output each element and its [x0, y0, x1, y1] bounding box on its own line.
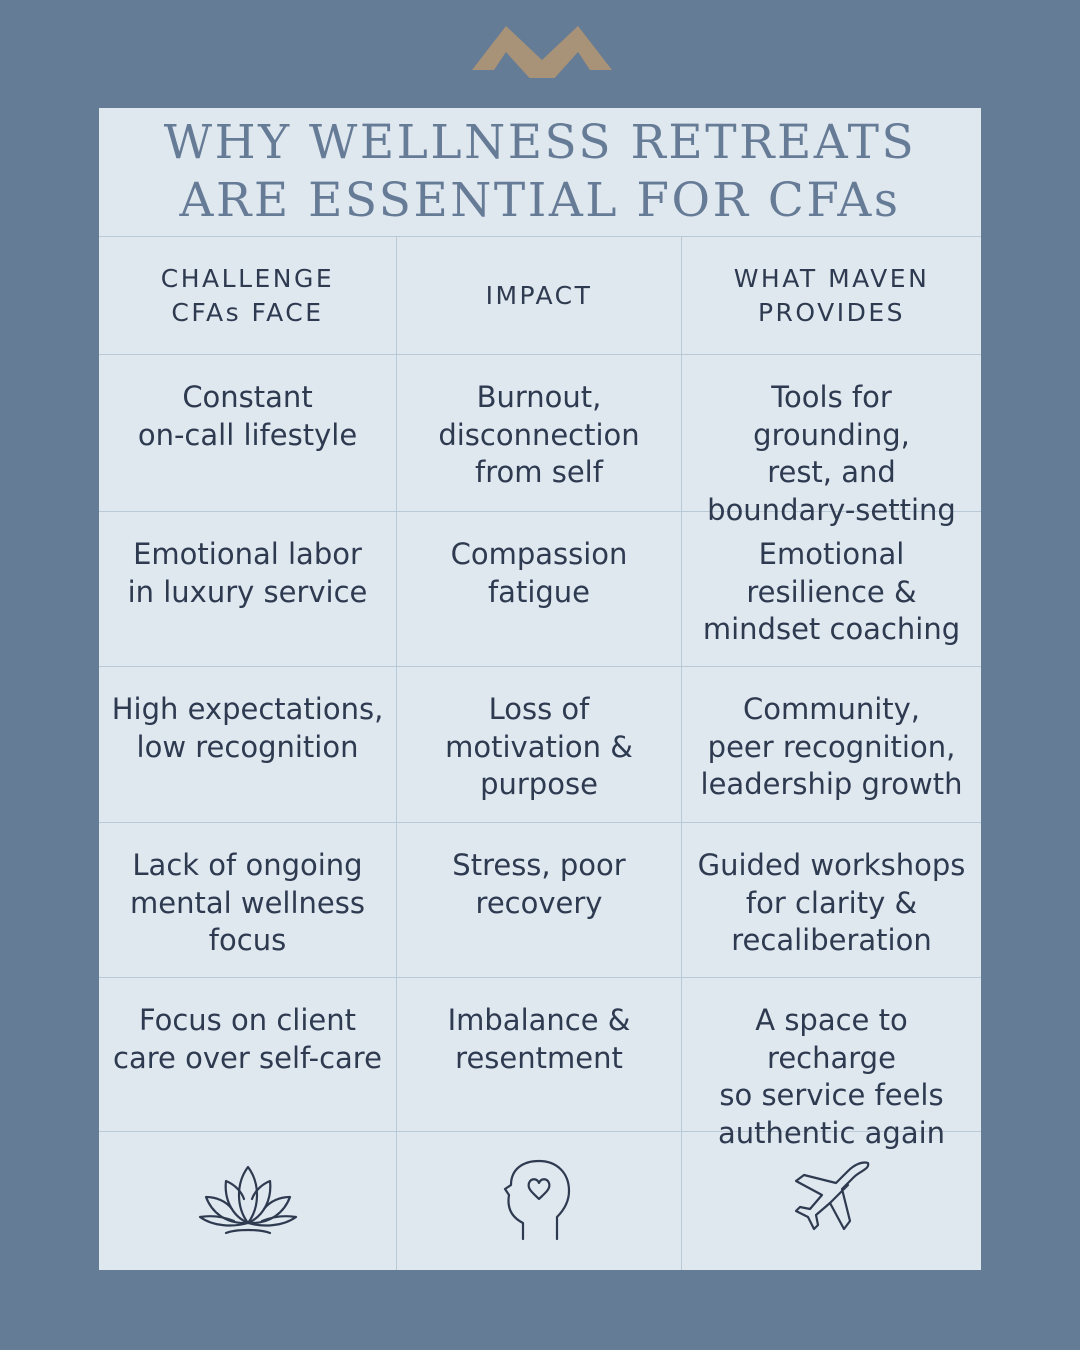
table-cell: Guided workshops for clarity & recaliberation [682, 823, 981, 978]
icon-cell-lotus [99, 1132, 397, 1270]
table-cell: Imbalance & resentment [397, 978, 682, 1132]
header-challenge: CHALLENGE CFAs FACE [99, 237, 397, 355]
table-cell: Constant on-call lifestyle [99, 355, 397, 512]
title-line-2: ARE ESSENTIAL FOR CFAs [179, 173, 901, 228]
header-maven-provides: WHAT MAVEN PROVIDES [682, 237, 981, 355]
table-cell: High expectations, low recognition [99, 667, 397, 823]
table-cell: Focus on client care over self-care [99, 978, 397, 1132]
table-cell: Community, peer recognition, leadership growth [682, 667, 981, 823]
table-cell: Compassion fatigue [397, 512, 682, 667]
table-cell: Emotional labor in luxury service [99, 512, 397, 667]
icon-cell-airplane [682, 1132, 981, 1270]
comparison-card [99, 108, 981, 1270]
table-cell: A space to recharge so service feels authentic again [682, 978, 981, 1132]
airplane-icon [790, 1159, 874, 1243]
table-cell: Stress, poor recovery [397, 823, 682, 978]
table-cell: Tools for grounding, rest, and boundary-setting [682, 355, 981, 512]
page-title [99, 108, 981, 237]
table-cell: Lack of ongoing mental wellness focus [99, 823, 397, 978]
comparison-table [99, 237, 981, 1270]
title-line-1: WHY WELLNESS RETREATS [163, 115, 917, 170]
header-impact: IMPACT [397, 237, 682, 355]
table-cell: Burnout, disconnection from self [397, 355, 682, 512]
icon-cell-head-heart [397, 1132, 682, 1270]
lotus-icon [196, 1159, 300, 1243]
brand-logo [470, 22, 614, 78]
head-heart-icon [503, 1159, 575, 1243]
table-cell: Emotional resilience & mindset coaching [682, 512, 981, 667]
table-cell: Loss of motivation & purpose [397, 667, 682, 823]
